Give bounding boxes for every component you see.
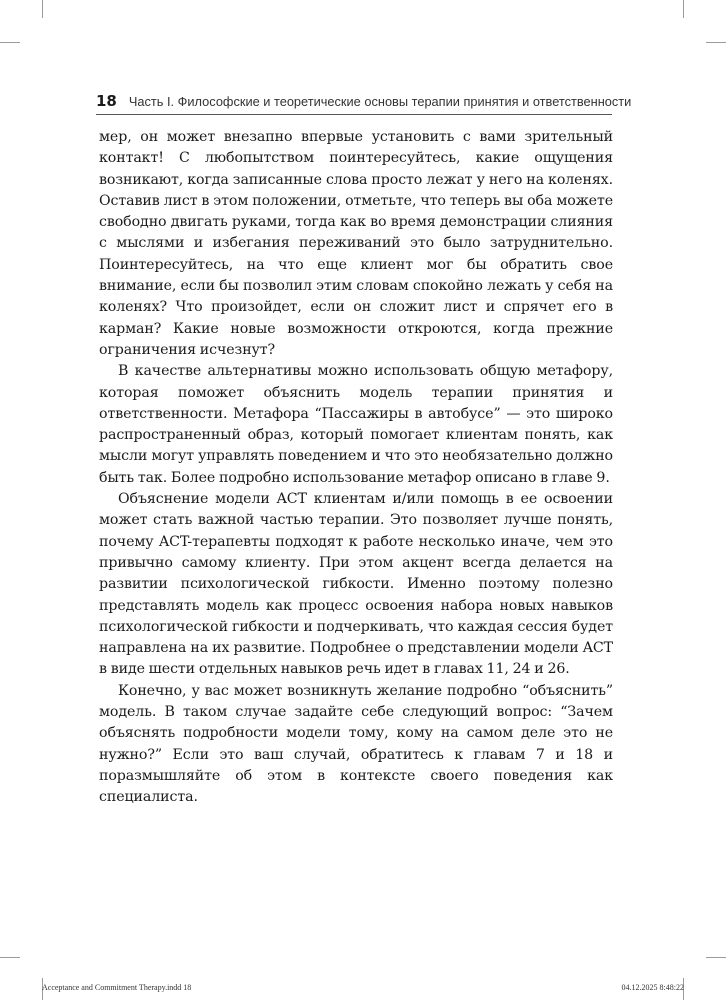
page-number: 18 xyxy=(96,92,117,110)
crop-mark xyxy=(683,0,684,18)
paragraph: В качестве альтернативы можно использовать общую метафору, которая поможет объяснить модель терапии принятия и ответственности. Метафора “Пассажиры в автобусе” — это широко распространенный образ, который помогает клиентам понять, как мысли могут управлять поведением и что это необязательно должно быть так. Более подробно использование метафор описано в главе 9. xyxy=(99,363,613,486)
body-text xyxy=(99,127,613,809)
file-slug: Acceptance and Commitment Therapy.indd 18 xyxy=(42,983,192,992)
running-title: Часть I. Философские и теоретические основы терапии принятия и ответственности xyxy=(128,94,632,109)
crop-mark xyxy=(0,42,20,43)
crop-mark xyxy=(42,0,43,18)
crop-mark xyxy=(0,957,20,958)
paragraph: мер, он может внезапно впервые установить с вами зрительный контакт! С любопытством поинтересуйтесь, какие ощущения возникают, когда записанные слова просто лежат у него на коленях. Оставив лист в этом положении, отметьте, что теперь вы оба можете свободно двигать руками, тогда как во время демонстрации слияния с мыслями и избегания переживаний это было затруднительно. Поинтересуйтесь, на что еще клиент мог бы обратить свое внимание, если бы позволил этим словам спокойно лежать у себя на коленях? Что произойдет, если он сложит лист и спрячет его в карман? Какие новые возможности откроются, когда прежние ограничения исчезнут? xyxy=(99,129,613,358)
header-rule xyxy=(96,114,612,115)
paragraph: Объяснение модели ACT клиентам и/или помощь в ее освоении может стать важной частью терапии. Это позволяет лучше понять, почему ACT-терапевты подходят к работе несколько иначе, чем это привычно самому клиенту. При этом акцент всегда делается на развитии психологической гибкости. Именно поэтому полезно представлять модель как процесс освоения набора новых навыков психологической гибкости и подчеркивать, что каждая сессия будет направлена на их развитие. Подробнее о представлении модели ACT в виде шести отдельных навыков речь идет в главах 11, 24 и 26. xyxy=(99,491,613,678)
running-head xyxy=(96,92,632,116)
crop-mark xyxy=(706,957,726,958)
crop-mark xyxy=(706,42,726,43)
print-timestamp: 04.12.2025 8:48:22 xyxy=(621,983,684,992)
paragraph: Конечно, у вас может возникнуть желание подробно “объяснить” модель. В таком случае задайте себе следующий вопрос: “Зачем объяснять подробности модели тому, кому на самом деле это не нужно?” Если это ваш случай, обратитесь к главам 7 и 18 и поразмышляйте об этом в контексте своего поведения как специалиста. xyxy=(99,682,613,806)
